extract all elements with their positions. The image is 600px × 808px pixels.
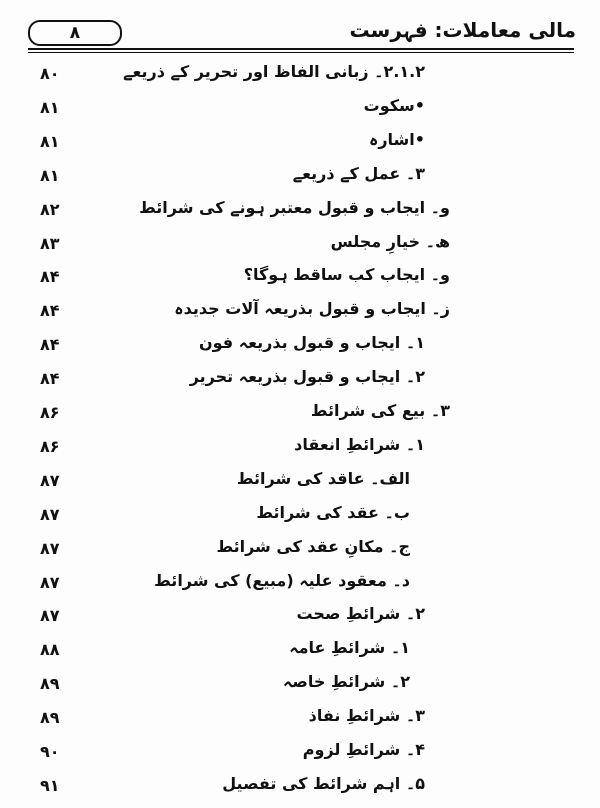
toc-page-number: ۸۶: [40, 403, 60, 422]
toc-page-number: ۸۹: [40, 674, 60, 694]
toc-row: [0, 433, 600, 463]
toc-entry-title: •سکوت: [363, 95, 425, 115]
toc-entry-title: ۱۔ شرائطِ عامہ: [289, 638, 410, 658]
toc-entry-title: الف۔ عاقد کی شرائط: [236, 468, 410, 488]
toc-page-number: ۸۷: [40, 470, 60, 490]
toc-row: [0, 230, 600, 260]
toc-row: [0, 399, 600, 429]
toc-entry-title: ۴۔ شرائطِ لزوم: [302, 740, 425, 759]
toc-row: [0, 602, 600, 632]
toc-entry-title: ۲۔ ایجاب و قبول بذریعہ تحریر: [189, 367, 425, 387]
toc-page-number: ۹۰: [40, 742, 60, 761]
toc-page-number: ۸۷: [40, 538, 60, 558]
toc-entry-title: د۔ معقود علیہ (مبیع) کی شرائط: [154, 570, 410, 590]
toc-row: [0, 569, 600, 599]
header-rule-thin: [28, 52, 574, 53]
header-rule: [28, 48, 574, 50]
toc-entry-title: •اشارہ: [368, 129, 425, 149]
toc-page-number: ۸۱: [40, 165, 60, 185]
toc-entry-title: ۳۔ عمل کے ذریعے: [292, 163, 425, 183]
toc-page-number: ۸۹: [40, 708, 60, 728]
toc-entry-title: و۔ ایجاب کب ساقط ہوگا؟: [243, 265, 450, 285]
toc-page-number: ۸۸: [40, 640, 60, 660]
toc-row: [0, 535, 600, 565]
toc-page-number: ۸۴: [40, 335, 60, 355]
toc-row: [0, 196, 600, 226]
page-number: ۸: [28, 20, 122, 46]
toc-entry-title: ۵۔ اہم شرائط کی تفصیل: [222, 773, 425, 793]
toc-page-number: ۸۰: [40, 64, 60, 83]
toc-row: [0, 297, 600, 327]
toc-entry-title: ھ۔ خیارِ مجلس: [330, 231, 450, 251]
toc-page-number: ۸۴: [40, 369, 60, 389]
toc-row: [0, 94, 600, 124]
toc-entry-title: ز۔ ایجاب و قبول بذریعہ آلات جدیدہ: [174, 299, 450, 319]
toc-entry-title: ۲.۱.۲۔ زبانی الفاظ اور تحریر کے ذریعے: [123, 62, 425, 81]
toc-row: [0, 670, 600, 700]
toc-page-number: ۸۶: [40, 436, 60, 456]
toc-page-number: ۸۴: [40, 267, 60, 287]
toc-page-number: ۸۴: [40, 301, 60, 321]
toc-row: [0, 467, 600, 497]
toc-row: [0, 60, 600, 90]
toc-entry-title: ۳۔ بیع کی شرائط: [310, 401, 450, 420]
toc-entry-title: ۲۔ شرائطِ خاصہ: [283, 672, 410, 692]
toc-row: [0, 128, 600, 158]
toc-row: [0, 365, 600, 395]
toc-entry-title: ۲۔ شرائطِ صحت: [296, 604, 425, 624]
page-header: [28, 12, 576, 52]
toc-entry-title: ۱۔ شرائطِ انعقاد: [294, 434, 425, 454]
toc-page-number: ۸۱: [40, 97, 60, 117]
toc-entry-title: ۱۔ ایجاب و قبول بذریعہ فون: [198, 333, 425, 353]
toc-page-number: ۸۲: [40, 199, 60, 219]
toc-entry-title: ب۔ عقد کی شرائط: [256, 502, 410, 522]
toc-entry-title: ج۔ مکانِ عقد کی شرائط: [216, 536, 410, 556]
header-title: مالی معاملات: فہرست: [349, 18, 576, 42]
toc-row: [0, 331, 600, 361]
toc-row: [0, 738, 600, 768]
toc-page-number: ۸۷: [40, 606, 60, 626]
toc-row: [0, 772, 600, 802]
toc-page-number: ۸۳: [40, 233, 60, 253]
toc-row: [0, 704, 600, 734]
toc-row: [0, 501, 600, 531]
toc-entry-title: ۳۔ شرائطِ نفاذ: [308, 706, 425, 726]
toc-page-number: ۹۱: [40, 775, 60, 795]
toc-page-number: ۸۷: [40, 572, 60, 592]
toc-row: [0, 636, 600, 666]
toc-row: [0, 263, 600, 293]
toc-page-number: ۸۱: [40, 131, 60, 151]
toc-row: [0, 162, 600, 192]
toc-entry-title: و۔ ایجاب و قبول معتبر ہونے کی شرائط: [139, 197, 450, 217]
toc-page-number: ۸۷: [40, 504, 60, 524]
